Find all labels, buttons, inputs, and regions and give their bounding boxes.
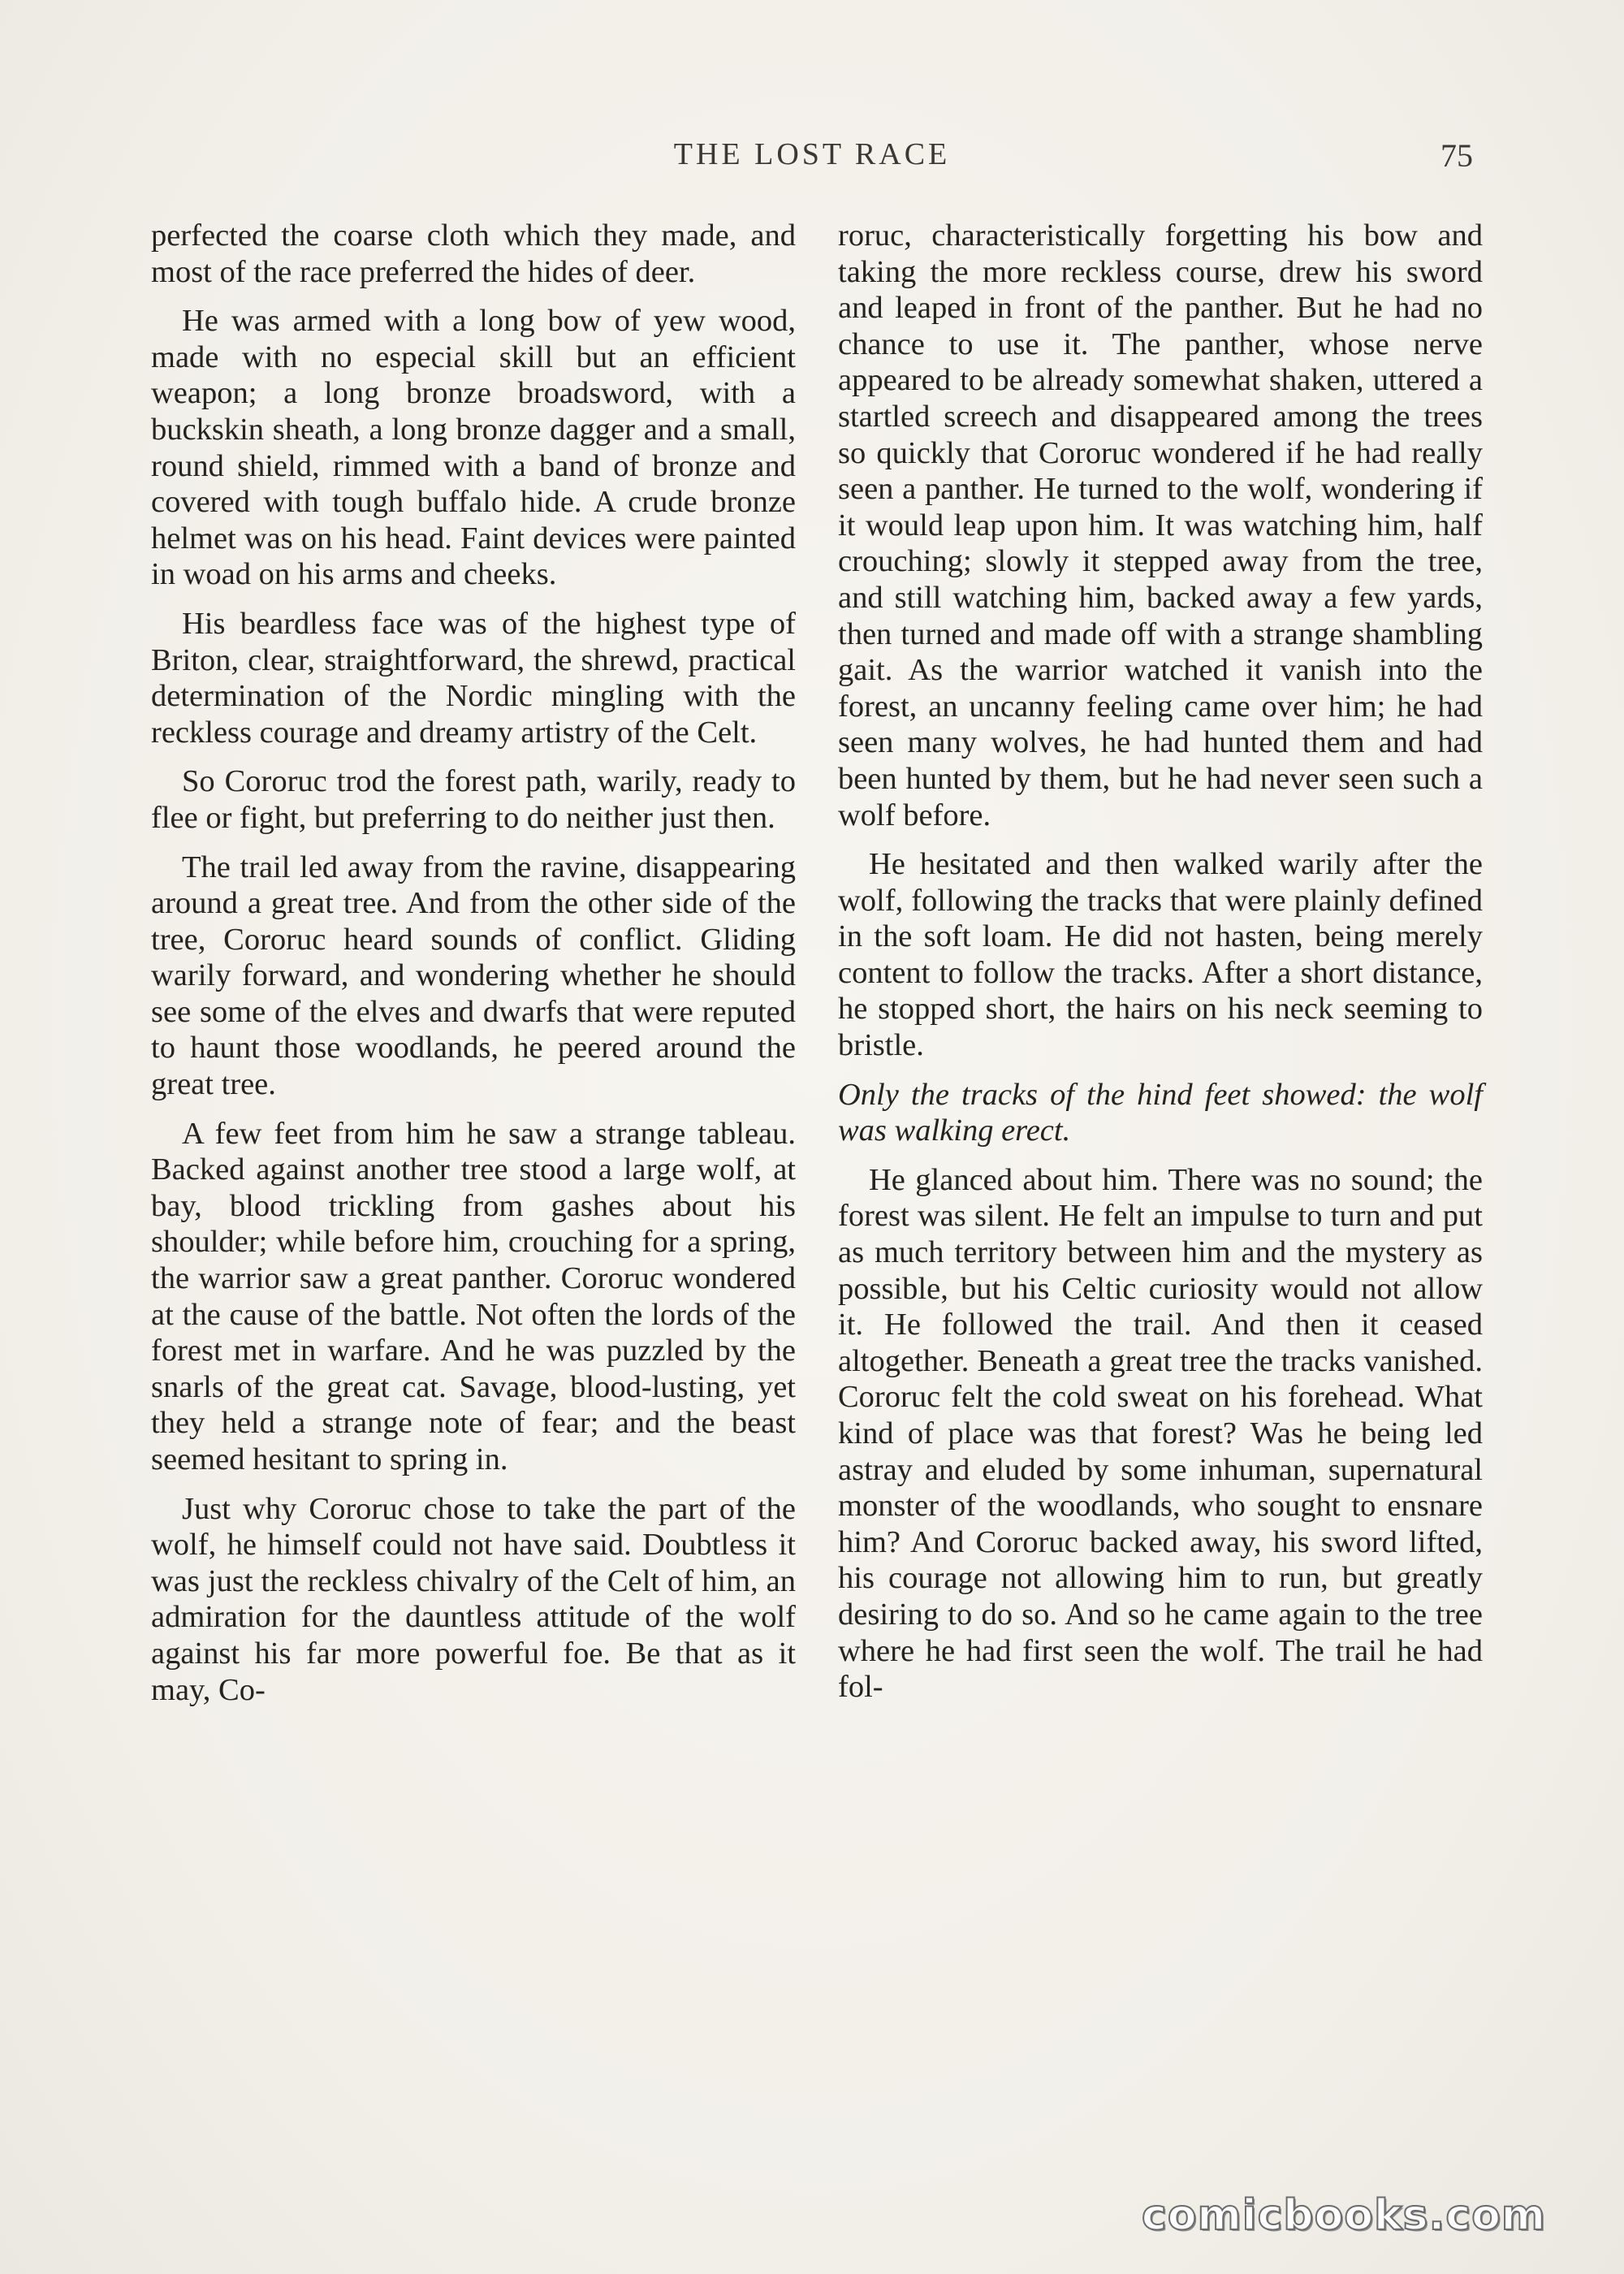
paragraph: A few feet from him he saw a strange tableau. Backed against another tree stood a large wolf, at bay, blood trickling from gashes about his shoulder; while before him, crouching for a spring, the warrior saw a great panther. Cororuc wondered at the cause of the battle. Not often the lords of the forest met in warfare. And he was puzzled by the snarls of the great cat. Savage, blood-lusting, yet they held a strange note of fear; and the beast seemed hesitant to spring in. bbox=[151, 1116, 796, 1476]
paragraph: perfected the coarse cloth which they made, and most of the race preferred the hides of deer. bbox=[151, 218, 796, 289]
paragraph: He was armed with a long bow of yew wood, made with no especial skill but an efficient weapon; a long bronze broadsword, with a buckskin sheath, a long bronze dagger and a small, round shield, rimmed with a band of bronze and covered with tough buffalo hide. A crude bronze helmet was on his head. Faint devices were painted in woad on his arms and cheeks. bbox=[151, 304, 796, 592]
running-head bbox=[151, 136, 1473, 185]
paragraph: Just why Cororuc chose to take the part of the wolf, he himself could not have said. Doubtless it was just the reckless chivalry of the Celt of him, an admiration for the dauntless attitude of the wolf against his far more powerful foe. Be that as it may, Co- bbox=[151, 1491, 796, 1707]
paragraph: The trail led away from the ravine, disappearing around a great tree. And from the other side of the tree, Cororuc heard sounds of conflict. Gliding warily forward, and wondering whether he should see some of the elves and dwarfs that were reputed to haunt those woodlands, he peered around the great tree. bbox=[151, 850, 796, 1102]
page-number: 75 bbox=[1440, 137, 1473, 174]
left-column bbox=[151, 218, 796, 1721]
right-column bbox=[838, 218, 1483, 1718]
watermark-logo: comicbooks.com bbox=[1141, 2191, 1546, 2240]
paragraph: roruc, characteristically forgetting his bow and taking the more reckless course, drew his sword and leaped in front of the panther. But he had no chance to use it. The panther, whose nerve appeared to be already somewhat shaken, uttered a startled screech and disappeared among the trees so quickly that Cororuc wondered if he had really seen a panther. He turned to the wolf, wondering if it would leap upon him. It was watching him, half crouching; slowly it stepped away from the tree, and still watching him, backed away a few yards, then turned and made off with a strange shambling gait. As the warrior watched it vanish into the forest, an uncanny feeling came over him; he had seen many wolves, he had hunted them and had been hunted by them, but he had never seen such a wolf before. bbox=[838, 218, 1483, 832]
paragraph: Only the tracks of the hind feet showed: the wolf was walking erect. bbox=[838, 1077, 1483, 1148]
paragraph: He hesitated and then walked warily after the wolf, following the tracks that were plainly defined in the soft loam. He did not hasten, being merely content to follow the tracks. After a short distance, he stopped short, the hairs on his neck seeming to bristle. bbox=[838, 847, 1483, 1063]
paragraph: So Cororuc trod the forest path, warily, ready to flee or fight, but preferring to do neither just then. bbox=[151, 764, 796, 835]
paragraph: His beardless face was of the highest type of Briton, clear, straightforward, the shrewd, practical determination of the Nordic mingling with the reckless courage and dreamy artistry of the Celt. bbox=[151, 606, 796, 750]
paragraph: He glanced about him. There was no sound; the forest was silent. He felt an impulse to turn and put as much territory between him and the mystery as possible, but his Celtic curiosity would not allow it. He followed the trail. And then it ceased altogether. Beneath a great tree the tracks vanished. Cororuc felt the cold sweat on his forehead. What kind of place was that forest? Was he being led astray and eluded by some inhuman, supernatural monster of the woodlands, who sought to ensnare him? And Cororuc backed away, his sword lifted, his courage not allowing him to run, but greatly desiring to do so. And so he came again to the tree where he had first seen the wolf. The trail he had fol- bbox=[838, 1162, 1483, 1705]
running-title: THE LOST RACE bbox=[673, 137, 951, 171]
